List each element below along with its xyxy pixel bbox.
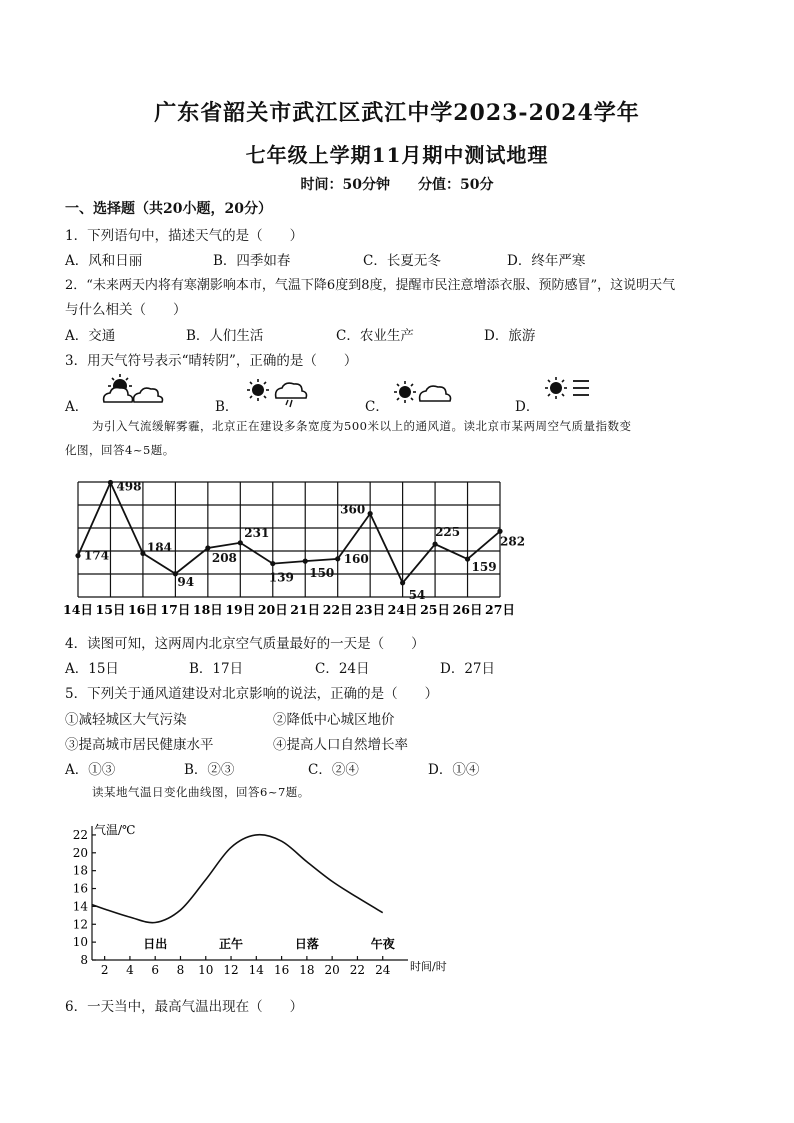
aqi-point (270, 561, 275, 566)
time-annotation: 正午 (219, 936, 244, 951)
aqi-x-tick: 22日 (322, 602, 353, 617)
y-tick-label: 12 (72, 917, 88, 932)
q1-stem: 1．下列语句中，描述天气的是（ ） (65, 228, 304, 244)
section-heading: 一、选择题（共20小题，20分） (65, 201, 272, 217)
aqi-x-tick: 15日 (95, 602, 126, 617)
aqi-x-tick: 17日 (160, 602, 191, 617)
q1-option-b: B．四季如春 (213, 253, 291, 269)
y-tick-label: 16 (72, 881, 88, 896)
q3-stem: 3．用天气符号表示“晴转阴”，正确的是（ ） (65, 353, 358, 369)
time-annotation: 午夜 (370, 936, 395, 951)
aqi-point (75, 553, 80, 558)
q1-option-a: A．风和日丽 (65, 253, 143, 269)
aqi-value-label: 150 (309, 566, 335, 581)
q2-option-c: C．农业生产 (336, 328, 414, 344)
aqi-point (465, 556, 470, 561)
q1-option-c: C．长夏无冬 (363, 253, 441, 269)
aqi-point (400, 580, 405, 585)
q5-stem: 5．下列关于通风道建设对北京影响的说法，正确的是（ ） (65, 686, 439, 702)
temperature-curve (92, 835, 383, 923)
x-tick-label: 14 (248, 963, 264, 977)
exam-title: 广东省韶关市武江区武江中学2023-2024学年 (154, 100, 640, 126)
x-tick-label: 6 (151, 963, 160, 977)
sun-rain-cloud-icon (244, 374, 314, 410)
y-tick-label: 20 (72, 845, 88, 860)
aqi-chart (58, 476, 530, 622)
aqi-point (432, 542, 437, 547)
aqi-value-label: 225 (435, 525, 461, 540)
q2-stem-line1: 2．“未来两天内将有寒潮影响本市，气温下降6度到8度，提醒市民注意增添衣服、预防感冒”，这说明天气 (65, 278, 676, 293)
q5-option-b: B．②③ (184, 762, 235, 778)
exam-subtitle: 七年级上学期11月期中测试地理 (245, 143, 549, 167)
intro-4-5-line1: 为引入气流缓解雾霾，北京正在建设多条宽度为500米以上的通风道。读北京市某两周空气质量指数变 (92, 419, 632, 433)
y-tick-label: 14 (72, 899, 88, 914)
q2-option-b: B．人们生活 (186, 328, 264, 344)
x-tick-label: 12 (223, 963, 239, 977)
q5-item-4: ④提高人口自然增长率 (273, 737, 408, 753)
x-tick-label: 8 (176, 963, 185, 977)
sun-cloud-overlap-icon (98, 372, 168, 408)
aqi-x-tick: 14日 (63, 602, 93, 617)
q1-option-d: D．终年严寒 (507, 253, 586, 269)
q5-item-3: ③提高城市居民健康水平 (65, 737, 214, 753)
aqi-x-tick: 20日 (257, 602, 288, 617)
aqi-value-label: 159 (471, 560, 497, 575)
q4-stem: 4．读图可知，这两周内北京空气质量最好的一天是（ ） (65, 636, 425, 652)
q5-option-d: D．①④ (428, 762, 480, 778)
q4-option-a: A．15日 (65, 661, 119, 677)
aqi-value-label: 54 (408, 587, 426, 602)
aqi-x-tick: 23日 (355, 602, 386, 617)
temperature-chart (58, 812, 478, 982)
time-annotation: 日落 (294, 936, 319, 951)
x-tick-label: 2 (100, 963, 109, 977)
aqi-value-label: 139 (268, 570, 294, 585)
aqi-x-tick: 24日 (387, 602, 418, 617)
q4-option-d: D．27日 (440, 661, 496, 677)
aqi-x-tick: 16日 (127, 602, 158, 617)
aqi-value-label: 208 (211, 550, 237, 565)
exam-meta: 时间：50分钟 分值：50分 (300, 177, 494, 193)
aqi-point (303, 559, 308, 564)
q2-stem-line2: 与什么相关（ ） (65, 302, 187, 318)
aqi-point (140, 551, 145, 556)
aqi-point (497, 529, 502, 534)
aqi-value-label: 174 (84, 548, 110, 563)
aqi-x-tick: 27日 (485, 602, 515, 617)
aqi-value-label: 94 (177, 574, 195, 589)
aqi-value-label: 184 (146, 540, 172, 555)
aqi-x-tick: 21日 (290, 602, 321, 617)
aqi-point (335, 556, 340, 561)
q5-item-1: ①减轻城区大气污染 (65, 712, 187, 728)
aqi-value-label: 360 (340, 502, 366, 517)
q2-option-d: D．旅游 (484, 328, 536, 344)
q3-option-c: C． (365, 399, 389, 415)
x-tick-label: 10 (198, 963, 214, 977)
x-tick-label: 18 (299, 963, 315, 977)
y-tick-label: 10 (72, 935, 88, 950)
aqi-value-label: 282 (500, 534, 526, 549)
q2-option-a: A．交通 (65, 328, 116, 344)
aqi-point (238, 540, 243, 545)
aqi-value-label: 160 (343, 551, 369, 566)
aqi-point (368, 511, 373, 516)
q4-option-b: B．17日 (189, 661, 244, 677)
aqi-point (108, 480, 113, 485)
aqi-point (205, 545, 210, 550)
aqi-x-tick: 19日 (225, 602, 256, 617)
y-tick-label: 18 (72, 863, 88, 878)
x-tick-label: 20 (324, 963, 340, 977)
y-axis-label: 气温/℃ (94, 823, 136, 837)
sun-cloud-icon (392, 376, 462, 408)
q3-option-a: A． (65, 399, 89, 415)
q5-option-c: C．②④ (308, 762, 359, 778)
x-tick-label: 4 (126, 963, 134, 977)
x-axis-label: 时间/时 (410, 960, 447, 973)
aqi-value-label: 498 (116, 479, 142, 494)
x-tick-label: 16 (273, 963, 290, 977)
sun-fog-icon (543, 374, 599, 404)
q3-option-b: B． (215, 399, 239, 415)
q3-option-d: D． (515, 399, 540, 415)
aqi-x-tick: 25日 (420, 602, 451, 617)
aqi-x-tick: 18日 (192, 602, 223, 617)
q5-option-a: A．①③ (65, 762, 116, 778)
q5-item-2: ②降低中心城区地价 (273, 712, 395, 728)
y-tick-label: 22 (72, 827, 88, 842)
q6-stem: 6．一天当中，最高气温出现在（ ） (65, 999, 304, 1015)
aqi-value-label: 231 (244, 525, 270, 540)
aqi-x-tick: 26日 (452, 602, 483, 617)
y-tick-label: 8 (80, 953, 88, 967)
q4-option-c: C．24日 (315, 661, 370, 677)
time-annotation: 日出 (143, 936, 168, 951)
x-tick-label: 24 (375, 963, 391, 977)
intro-4-5-line2: 化图，回答4~5题。 (65, 443, 175, 457)
x-tick-label: 22 (349, 963, 366, 977)
intro-6-7: 读某地气温日变化曲线图，回答6~7题。 (92, 785, 310, 799)
